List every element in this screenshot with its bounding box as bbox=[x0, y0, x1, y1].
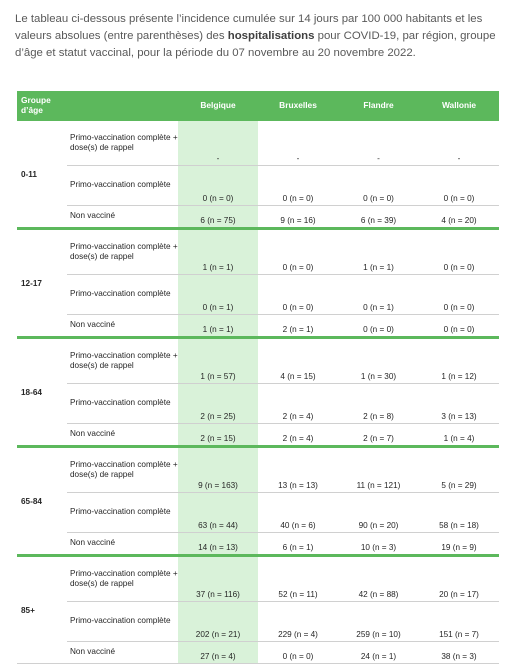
age-group-cell: 65-84 bbox=[17, 447, 67, 556]
value-cell-bruxelles: 40 (n = 6) bbox=[258, 493, 338, 533]
table-row bbox=[17, 602, 499, 642]
header-age-group: Groupe d’âge bbox=[17, 91, 67, 120]
value-cell-bruxelles: 2 (n = 1) bbox=[258, 315, 338, 338]
value-cell-flandre: 1 (n = 1) bbox=[338, 229, 419, 275]
value-cell-bruxelles: 52 (n = 11) bbox=[258, 556, 338, 602]
value-cell-bruxelles: 0 (n = 0) bbox=[258, 275, 338, 315]
value-cell-bruxelles: 6 (n = 1) bbox=[258, 533, 338, 556]
value-cell-flandre: 259 (n = 10) bbox=[338, 602, 419, 642]
value-cell-belgique: 1 (n = 1) bbox=[178, 315, 258, 338]
header-flandre: Flandre bbox=[338, 91, 419, 120]
value-cell-bruxelles: 13 (n = 13) bbox=[258, 447, 338, 493]
vaccination-status-cell: Primo-vaccination complète bbox=[67, 166, 178, 206]
value-cell-belgique: 2 (n = 25) bbox=[178, 384, 258, 424]
value-cell-flandre: 11 (n = 121) bbox=[338, 447, 419, 493]
value-cell-wallonie: 3 (n = 13) bbox=[419, 384, 499, 424]
vaccination-status-cell: Non vacciné bbox=[67, 424, 178, 447]
table-row bbox=[17, 642, 499, 664]
value-cell-wallonie: 19 (n = 9) bbox=[419, 533, 499, 556]
value-cell-belgique: 202 (n = 21) bbox=[178, 602, 258, 642]
value-cell-flandre: - bbox=[338, 120, 419, 166]
value-cell-wallonie: 0 (n = 0) bbox=[419, 166, 499, 206]
value-cell-belgique: 6 (n = 75) bbox=[178, 206, 258, 229]
value-cell-wallonie: 20 (n = 17) bbox=[419, 556, 499, 602]
value-cell-bruxelles: - bbox=[258, 120, 338, 166]
table-row bbox=[17, 533, 499, 556]
value-cell-wallonie: 151 (n = 7) bbox=[419, 602, 499, 642]
value-cell-bruxelles: 9 (n = 16) bbox=[258, 206, 338, 229]
age-group-cell: 85+ bbox=[17, 556, 67, 664]
table-row bbox=[17, 493, 499, 533]
header-bruxelles: Bruxelles bbox=[258, 91, 338, 120]
value-cell-flandre: 10 (n = 3) bbox=[338, 533, 419, 556]
intro-text-part2: pour COVID-19, par région, groupe d’âge et statut vaccinal, pour la période du 07 novembre au 20 novembre 2022. bbox=[15, 30, 496, 59]
vaccination-status-cell: Primo-vaccination complète + dose(s) de rappel bbox=[67, 229, 178, 275]
value-cell-wallonie: 4 (n = 20) bbox=[419, 206, 499, 229]
table-row bbox=[17, 556, 499, 602]
hospitalisation-table bbox=[17, 91, 499, 664]
value-cell-wallonie: 1 (n = 12) bbox=[419, 338, 499, 384]
value-cell-flandre: 2 (n = 7) bbox=[338, 424, 419, 447]
value-cell-flandre: 42 (n = 88) bbox=[338, 556, 419, 602]
value-cell-bruxelles: 2 (n = 4) bbox=[258, 424, 338, 447]
value-cell-flandre: 0 (n = 0) bbox=[338, 315, 419, 338]
value-cell-belgique: 2 (n = 15) bbox=[178, 424, 258, 447]
vaccination-status-cell: Non vacciné bbox=[67, 315, 178, 338]
value-cell-wallonie: 1 (n = 4) bbox=[419, 424, 499, 447]
value-cell-belgique: 9 (n = 163) bbox=[178, 447, 258, 493]
vaccination-status-cell: Primo-vaccination complète bbox=[67, 602, 178, 642]
value-cell-belgique: 14 (n = 13) bbox=[178, 533, 258, 556]
value-cell-bruxelles: 0 (n = 0) bbox=[258, 166, 338, 206]
value-cell-flandre: 90 (n = 20) bbox=[338, 493, 419, 533]
table-row bbox=[17, 338, 499, 384]
header-belgique: Belgique bbox=[178, 91, 258, 120]
value-cell-wallonie: - bbox=[419, 120, 499, 166]
value-cell-belgique: 1 (n = 1) bbox=[178, 229, 258, 275]
value-cell-wallonie: 0 (n = 0) bbox=[419, 315, 499, 338]
table-row bbox=[17, 275, 499, 315]
value-cell-flandre: 6 (n = 39) bbox=[338, 206, 419, 229]
vaccination-status-cell: Primo-vaccination complète + dose(s) de rappel bbox=[67, 120, 178, 166]
header-status bbox=[67, 91, 178, 120]
value-cell-bruxelles: 0 (n = 0) bbox=[258, 229, 338, 275]
age-group-cell: 18-64 bbox=[17, 338, 67, 447]
vaccination-status-cell: Primo-vaccination complète + dose(s) de rappel bbox=[67, 447, 178, 493]
vaccination-status-cell: Primo-vaccination complète + dose(s) de rappel bbox=[67, 338, 178, 384]
value-cell-belgique: 0 (n = 0) bbox=[178, 166, 258, 206]
value-cell-belgique: 0 (n = 1) bbox=[178, 275, 258, 315]
table-row bbox=[17, 424, 499, 447]
table-row bbox=[17, 166, 499, 206]
value-cell-belgique: 1 (n = 57) bbox=[178, 338, 258, 384]
value-cell-belgique: - bbox=[178, 120, 258, 166]
value-cell-wallonie: 58 (n = 18) bbox=[419, 493, 499, 533]
table-row bbox=[17, 447, 499, 493]
value-cell-belgique: 27 (n = 4) bbox=[178, 642, 258, 664]
table-body bbox=[17, 120, 499, 664]
value-cell-flandre: 1 (n = 30) bbox=[338, 338, 419, 384]
table-row bbox=[17, 315, 499, 338]
header-wallonie: Wallonie bbox=[419, 91, 499, 120]
table-row bbox=[17, 206, 499, 229]
table-row bbox=[17, 229, 499, 275]
value-cell-bruxelles: 2 (n = 4) bbox=[258, 384, 338, 424]
vaccination-status-cell: Non vacciné bbox=[67, 206, 178, 229]
value-cell-wallonie: 38 (n = 3) bbox=[419, 642, 499, 664]
value-cell-bruxelles: 0 (n = 0) bbox=[258, 642, 338, 664]
value-cell-bruxelles: 4 (n = 15) bbox=[258, 338, 338, 384]
value-cell-wallonie: 0 (n = 0) bbox=[419, 275, 499, 315]
table-row bbox=[17, 384, 499, 424]
vaccination-status-cell: Primo-vaccination complète + dose(s) de rappel bbox=[67, 556, 178, 602]
vaccination-status-cell: Primo-vaccination complète bbox=[67, 384, 178, 424]
value-cell-flandre: 0 (n = 1) bbox=[338, 275, 419, 315]
table-row bbox=[17, 120, 499, 166]
intro-text-part1: Le tableau ci-dessous présente l’incidence cumulée sur 14 jours par 100 000 habitants et les valeurs absolues (entre parenthèses) des bbox=[15, 13, 483, 42]
value-cell-wallonie: 0 (n = 0) bbox=[419, 229, 499, 275]
value-cell-flandre: 24 (n = 1) bbox=[338, 642, 419, 664]
vaccination-status-cell: Primo-vaccination complète bbox=[67, 275, 178, 315]
age-group-cell: 12-17 bbox=[17, 229, 67, 338]
value-cell-bruxelles: 229 (n = 4) bbox=[258, 602, 338, 642]
intro-bold-term: hospitalisations bbox=[227, 30, 315, 42]
vaccination-status-cell: Non vacciné bbox=[67, 533, 178, 556]
value-cell-belgique: 37 (n = 116) bbox=[178, 556, 258, 602]
value-cell-belgique: 63 (n = 44) bbox=[178, 493, 258, 533]
vaccination-status-cell: Primo-vaccination complète bbox=[67, 493, 178, 533]
intro-paragraph bbox=[15, 11, 505, 62]
vaccination-status-cell: Non vacciné bbox=[67, 642, 178, 664]
age-group-cell: 0-11 bbox=[17, 120, 67, 229]
value-cell-flandre: 0 (n = 0) bbox=[338, 166, 419, 206]
value-cell-wallonie: 5 (n = 29) bbox=[419, 447, 499, 493]
value-cell-flandre: 2 (n = 8) bbox=[338, 384, 419, 424]
table-header-row bbox=[17, 91, 499, 120]
